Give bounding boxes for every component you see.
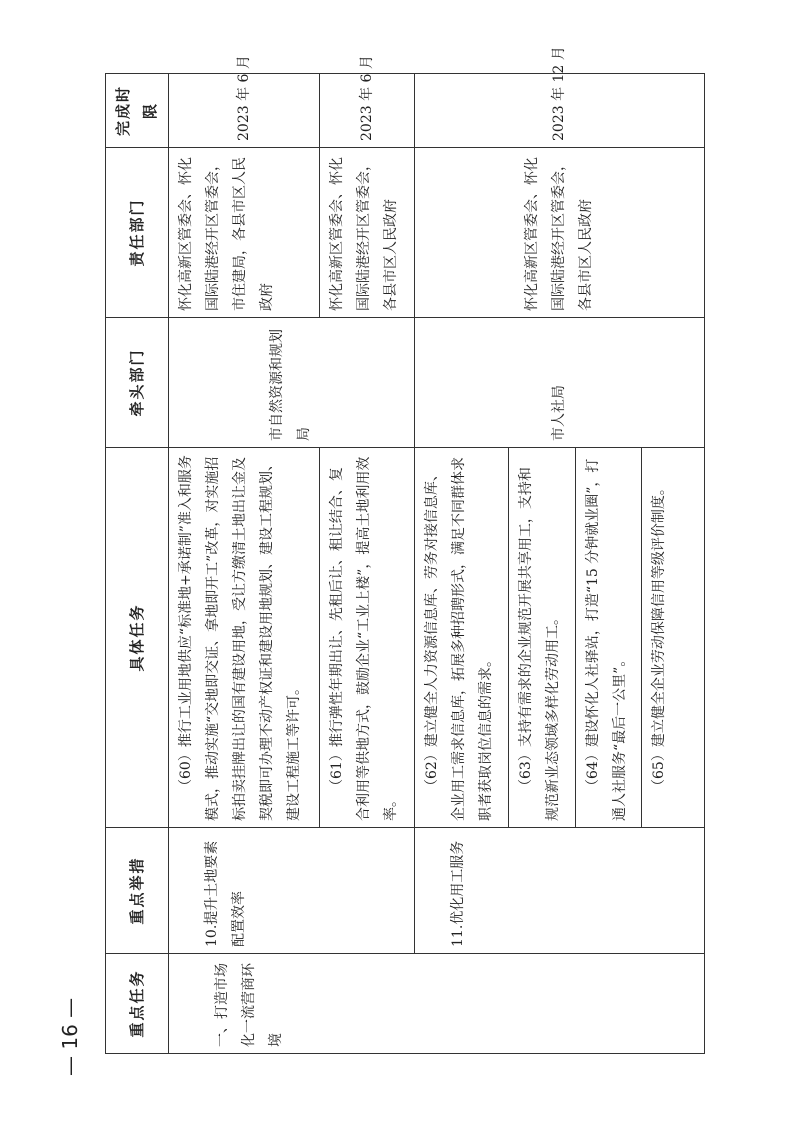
dept-61-cell: 怀化高新区管委会、怀化国际陆港经开区管委会，各县市区人民政府 [320,148,415,318]
time-11-cell: 2023 年 12 月 [414,74,704,148]
task-61-cell: （61）推行弹性年期出让、先租后让、租让结合、复合利用等供地方式，鼓励企业“工业上楼”，提高土地利用效率。 [320,448,415,828]
document-frame [105,46,705,1054]
lead-10-cell: 市自然资源和规划局 [169,318,415,448]
task-65-cell: （65）建立健全企业劳动保障信用等级评价制度。 [641,448,704,828]
dept-11-cell: 怀化高新区管委会、怀化国际陆港经开区管委会，各县市区人民政府 [414,148,704,318]
task-60-cell: （60）推行工业用地供应“标准地+承诺制”准入和服务模式，推动实施“交地即交证、拿地即开工”改革，对实施招标拍卖挂牌出让的国有建设用地，受让方缴清土地出让金及契税即可办理不动产权证和建设用地规划、建设工程规划、建设工程施工等许可。 [169,448,320,828]
goal-cell: 一、打造市场化一流营商环境 [169,954,705,1054]
lead-11-cell: 市人社局 [414,318,704,448]
header-task: 具体任务 [106,448,169,828]
dept-60-cell: 怀化高新区管委会、怀化国际陆港经开区管委会，市住建局，各县市区人民政府 [169,148,320,318]
task-63-cell: （63）支持有需求的企业规范开展共享用工，支持和规范新业态领域多样化劳动用工。 [509,448,575,828]
table-header-row [106,74,169,1054]
time-61-cell: 2023 年 6 月 [320,74,415,148]
table-row [169,74,320,1054]
header-dept: 责任部门 [106,148,169,318]
header-measure: 重点举措 [106,828,169,954]
task-table [105,46,705,1054]
time-60-cell: 2023 年 6 月 [169,74,320,148]
task-62-cell: （62）建立健全人力资源信息库、劳务对接信息库、企业用工需求信息库，拓展多种招聘形式，满足不同群体求职者获取岗位信息的需求。 [414,448,509,828]
header-time: 完成时限 [106,74,169,148]
table-row [414,74,509,1054]
measure-10-cell: 10.提升土地要素配置效率 [169,828,415,954]
page-number: — 16 — [58,997,82,1076]
header-goal: 重点任务 [106,954,169,1054]
measure-11-cell: 11.优化用工服务 [414,828,704,954]
task-64-cell: （64）建设怀化人社驿站，打造“15 分钟就业圈”，打通人社服务“最后一公里”。 [575,448,641,828]
header-lead: 牵头部门 [106,318,169,448]
